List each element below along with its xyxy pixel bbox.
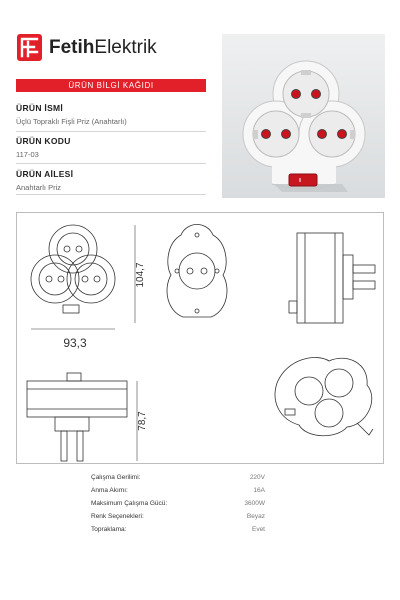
- brand-name: [49, 37, 157, 59]
- spec-value: 3600W: [244, 500, 265, 507]
- info-sheet-banner: ÜRÜN BİLGİ KAĞIDI: [16, 79, 206, 92]
- brand-name-regular: Elektrik: [94, 37, 157, 58]
- back-view-drawing: [167, 225, 227, 318]
- front-height-dimension: 104,7: [135, 262, 146, 288]
- side-depth-dimension: 78,7: [137, 411, 148, 431]
- product-code-value: 117-03: [16, 150, 39, 159]
- front-view-drawing: [31, 225, 135, 329]
- spec-value: 220V: [249, 474, 265, 481]
- product-name-value: Üçlü Topraklı Fişli Priz (Anahtarlı): [16, 117, 127, 126]
- technical-drawings: [17, 213, 385, 465]
- front-width-dimension: 93,3: [63, 336, 87, 350]
- brand-name-bold: Fetih: [49, 37, 95, 58]
- technical-drawing-panel: [16, 212, 384, 464]
- spec-value: Evet: [251, 526, 265, 533]
- spec-value: Beyaz: [246, 513, 265, 520]
- isometric-view-drawing: [275, 357, 373, 435]
- spec-label: Maksimum Çalışma Gücü:: [91, 500, 168, 507]
- spec-label: Renk Seçenekleri:: [91, 513, 144, 520]
- divider: [16, 194, 206, 195]
- bottom-view-drawing: [27, 373, 137, 461]
- product-code-label: ÜRÜN KODU: [16, 136, 71, 146]
- divider: [16, 163, 206, 164]
- spec-label: Anma Akımı:: [91, 487, 128, 494]
- spec-value: 16A: [253, 487, 265, 494]
- product-render-image: [222, 34, 385, 198]
- product-name-label: ÜRÜN İSMİ: [16, 103, 64, 113]
- product-photo: [222, 34, 385, 198]
- spec-label: Topraklama:: [91, 526, 127, 533]
- spec-label: Çalışma Gerilimi:: [91, 474, 141, 481]
- brand-logo-icon: [16, 33, 43, 62]
- product-family-value: Anahtarlı Priz: [16, 183, 62, 192]
- side-view-drawing: [289, 233, 375, 323]
- product-family-label: ÜRÜN AİLESİ: [16, 169, 74, 179]
- divider: [16, 131, 206, 132]
